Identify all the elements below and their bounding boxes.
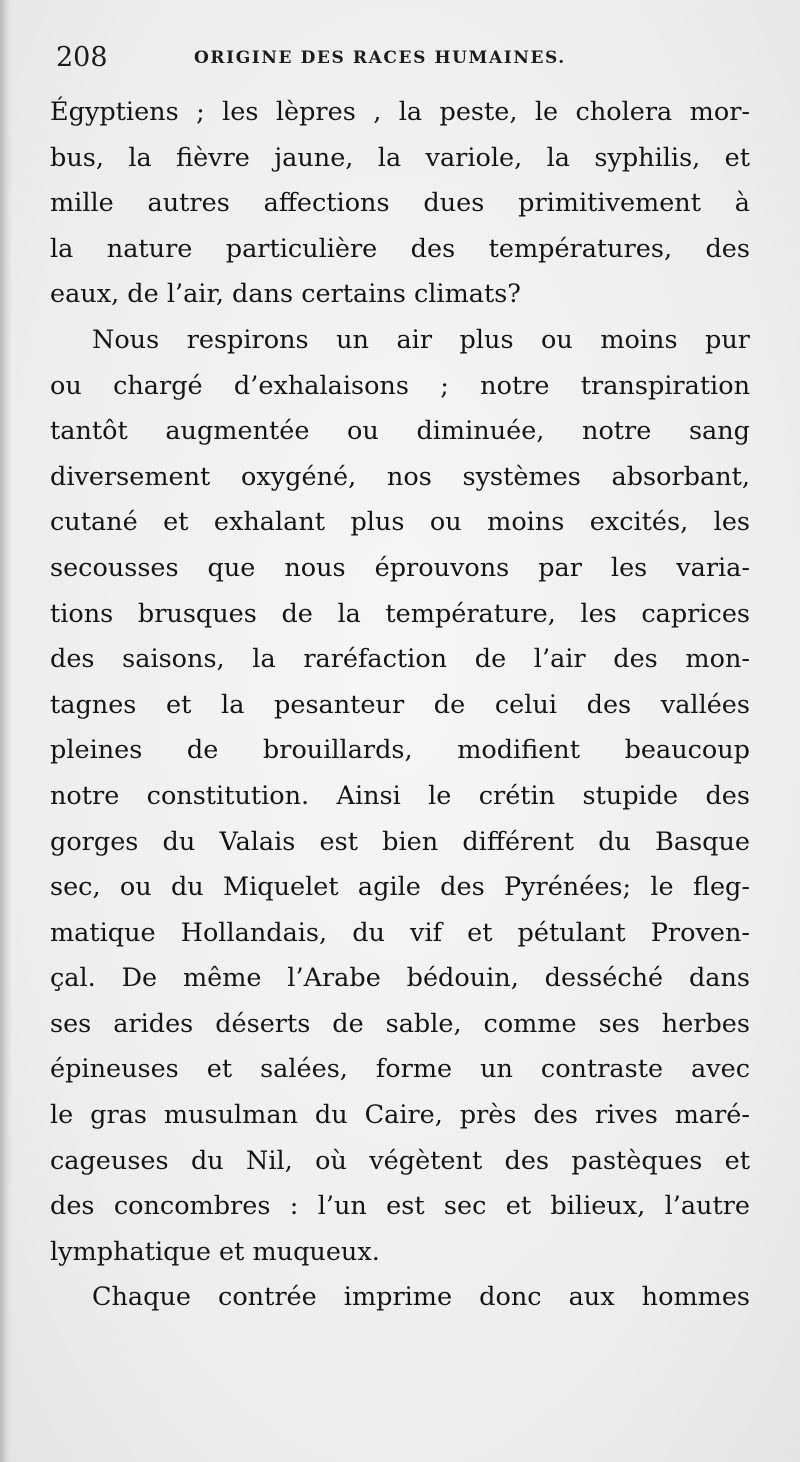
text-line: secousses que nous éprouvons par les varia- bbox=[50, 552, 750, 583]
page-shadow-edge bbox=[0, 0, 12, 1462]
running-title: ORIGINE DES RACES HUMAINES. bbox=[194, 48, 566, 68]
text-line: tagnes et la pesanteur de celui des vallées bbox=[50, 689, 750, 720]
text-line: çal. De même l’Arabe bédouin, desséché dans bbox=[50, 963, 750, 994]
text-line: lymphatique et muqueux. bbox=[50, 1236, 380, 1267]
text-line: le gras musulman du Caire, près des rives maré- bbox=[50, 1100, 750, 1131]
text-line: la nature particulière des températures, des bbox=[50, 233, 750, 264]
text-line: eaux, de l’air, dans certains climats? bbox=[50, 279, 521, 310]
text-line: épineuses et salées, forme un contraste avec bbox=[50, 1054, 750, 1085]
text-line: bus, la fièvre jaune, la variole, la syphilis, et bbox=[50, 142, 750, 173]
body-text bbox=[50, 90, 750, 1321]
text-line: tantôt augmentée ou diminuée, notre sang bbox=[50, 416, 750, 447]
text-line: des concombres : l’un est sec et bilieux, l’autre bbox=[50, 1191, 750, 1222]
page-number: 208 bbox=[56, 42, 108, 73]
text-line: cageuses du Nil, où végètent des pastèques et bbox=[50, 1145, 750, 1176]
text-line: des saisons, la raréfaction de l’air des mon- bbox=[50, 644, 750, 675]
text-line: tions brusques de la température, les caprices bbox=[50, 598, 750, 629]
text-line: Nous respirons un air plus ou moins pur bbox=[92, 324, 750, 355]
text-line: Égyptiens ; les lèpres , la peste, le cholera mor- bbox=[50, 97, 750, 127]
text-line: gorges du Valais est bien différent du Basque bbox=[50, 826, 750, 857]
text-line: Chaque contrée imprime donc aux hommes bbox=[92, 1282, 750, 1313]
text-line: matique Hollandais, du vif et pétulant Proven- bbox=[50, 917, 750, 948]
text-line: cutané et exhalant plus ou moins excités, les bbox=[50, 507, 750, 538]
text-line: pleines de brouillards, modifient beaucoup bbox=[50, 735, 750, 766]
text-line: notre constitution. Ainsi le crétin stupide des bbox=[50, 780, 750, 811]
text-line: ses arides déserts de sable, comme ses herbes bbox=[50, 1008, 750, 1039]
text-line: mille autres affections dues primitivement à bbox=[50, 188, 750, 219]
text-line: sec, ou du Miquelet agile des Pyrénées; le fleg- bbox=[50, 872, 750, 903]
page-header bbox=[56, 40, 756, 80]
text-line: ou chargé d’exhalaisons ; notre transpiration bbox=[50, 370, 750, 401]
text-line: diversement oxygéné, nos systèmes absorbant, bbox=[50, 461, 750, 492]
